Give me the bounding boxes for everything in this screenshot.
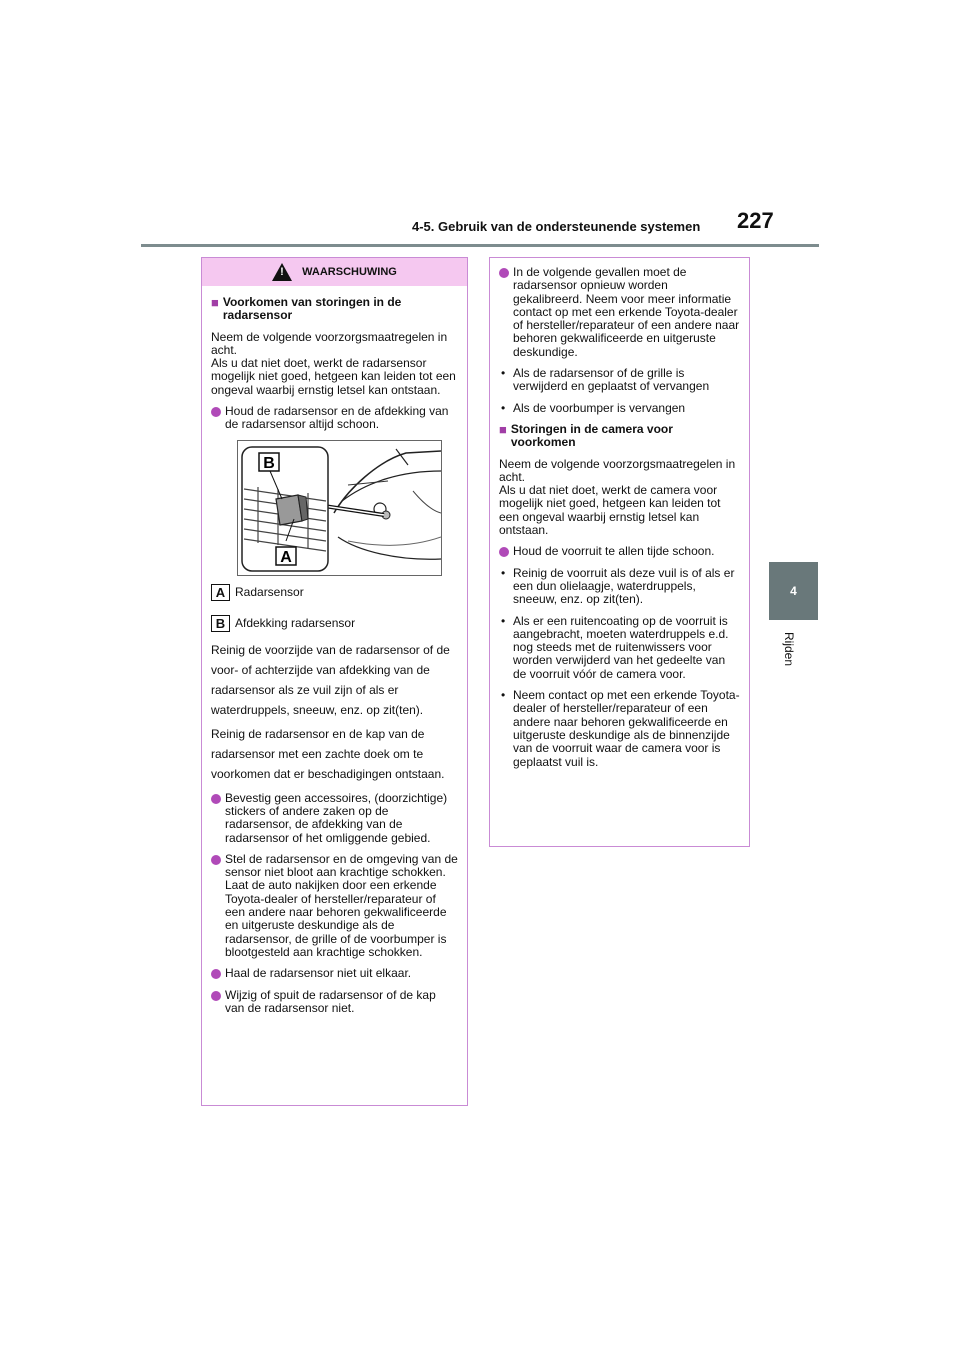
warning-box (201, 257, 468, 1106)
figure-label-b: B (263, 454, 275, 472)
warning-continued-box (489, 257, 750, 847)
circle-bullet-icon (211, 969, 221, 979)
list-item: Haal de radarsensor niet uit elkaar. (211, 967, 458, 980)
circle-bullet-icon (211, 407, 221, 417)
middot-icon: • (501, 400, 506, 415)
circle-bullet-icon (211, 794, 221, 804)
list-item: Stel de radarsensor en de omgeving van de sensor niet bloot aan krachtige schokken. Laat de auto nakijken door een erkende Toyota-dealer of hersteller/reparateur of een andere naar behoren gekwalificeerde en uitgeruste deskundige als de radarsensor, de grille of de voorbumper is blootgesteld aan krachtige schokken. (211, 853, 458, 959)
radar-sensor-figure (237, 440, 442, 576)
middot-icon: • (501, 565, 506, 580)
sub-list-item: • Reinig de voorruit als deze vuil is of als er een dun olielaagje, waterdruppels, sneeuw, enz. op zit(ten). (501, 565, 735, 607)
warning-triangle-icon (272, 263, 292, 281)
list-item: In de volgende gevallen moet de radarsensor opnieuw worden gekalibreerd. Neem voor meer informatie contact op met een erkende Toyota-dealer of hersteller/reparateur of een andere naar behoren gekwalificeerde en uitgeruste deskundige. (499, 266, 740, 359)
figure-label-a: A (280, 548, 292, 566)
sub-list-item: • Als de radarsensor of de grille is verwijderd en geplaatst of vervangen (501, 366, 710, 394)
circle-bullet-icon (211, 855, 221, 865)
section-heading: ■ Storingen in de camera voor voorkomen (499, 421, 673, 450)
sub-list-item: • Als er een ruitencoating op de voorruit is aangebracht, moeten waterdruppels e.d. nog steeds met de ruitenwissers voor worden verwijderd van het gedeelte van de voorruit vóór de camera voor. (501, 613, 729, 681)
warning-header (202, 258, 467, 286)
section-heading: ■ Voorkomen van storingen in de radarsensor (211, 295, 402, 323)
section-title: 4-5. Gebruik van de ondersteunende systemen (412, 219, 701, 234)
list-item: Houd de radarsensor en de afdekking van de radarsensor altijd schoon. (211, 405, 458, 432)
warning-title: WAARSCHUWING (302, 266, 397, 278)
legend-item: B Afdekking radarsensor (211, 615, 458, 632)
circle-bullet-icon (211, 991, 221, 1001)
intro-paragraph: Neem de volgende voorzorgsmaatregelen in acht. Als u dat niet doet, werkt de camera voor mogelijk niet goed, hetgeen kan leiden tot een ongeval waarbij ernstig letsel kan ontstaan. (499, 456, 736, 538)
middot-icon: • (501, 613, 506, 628)
header-rule (141, 244, 819, 247)
chapter-label: Rijden (782, 632, 796, 667)
legend-key: B (211, 615, 230, 632)
list-item: Bevestig geen accessoires, (doorzichtige) stickers of andere zaken op de radarsensor, de afdekking van de radarsensor of het omliggende gebied. (211, 792, 458, 845)
list-item: Wijzig of spuit de radarsensor of de kap van de radarsensor niet. (211, 989, 458, 1016)
clean-paragraph: Reinig de voorzijde van de radarsensor of de voor- of achterzijde van afdekking van de radarsensor als ze vuil zijn of als er waterdruppels, sneeuw, enz. op zit(ten). (211, 642, 450, 717)
intro-paragraph: Neem de volgende voorzorgsmaatregelen in acht. Als u dat niet doet, werkt de radarsensor mogelijk niet goed, hetgeen kan leiden tot een ongeval waarbij ernstig letsel kan ontstaan. (211, 329, 456, 397)
middot-icon: • (501, 366, 506, 381)
chapter-tab[interactable] (769, 562, 818, 620)
square-bullet-icon: ■ (499, 421, 507, 437)
circle-bullet-icon (499, 547, 509, 557)
circle-bullet-icon (499, 268, 509, 278)
sub-list-item: • Neem contact op met een erkende Toyota-dealer of hersteller/reparateur of een andere naar behoren gekwalificeerde en uitgeruste deskundige als de binnenzijde van de voorruit waar de camera voor is geplaatst vuil is. (501, 688, 740, 769)
middot-icon: • (501, 688, 506, 703)
clean-paragraph: Reinig de radarsensor en de kap van de radarsensor met een zachte doek om te voorkomen dat er beschadigingen ontstaan. (211, 726, 445, 781)
legend-key: A (211, 584, 230, 601)
square-bullet-icon: ■ (211, 295, 219, 310)
page-number: 227 (737, 208, 774, 233)
list-item: Houd de voorruit te allen tijde schoon. (499, 545, 740, 558)
chapter-number: 4 (790, 584, 797, 598)
sub-list-item: • Als de voorbumper is vervangen (501, 400, 686, 415)
legend-item: A Radarsensor (211, 584, 458, 601)
radar-sensor-illustration (238, 441, 441, 575)
